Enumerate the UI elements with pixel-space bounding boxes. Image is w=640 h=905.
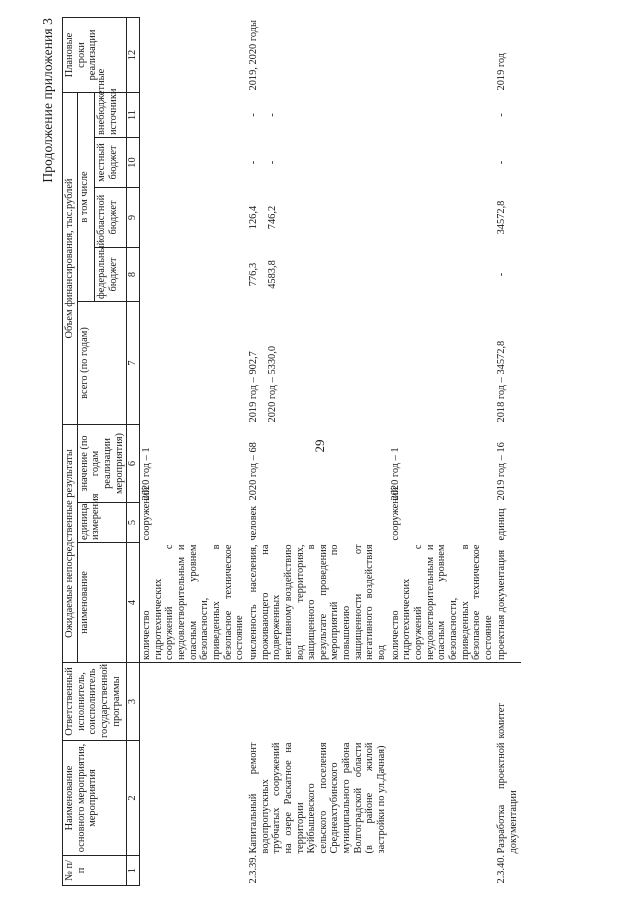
- funding-regional-year-1: 126,4: [247, 205, 259, 230]
- funding-total-year-2: 2020 год – 5330,0: [266, 345, 278, 423]
- result-value: 2019 год – 16: [496, 442, 508, 501]
- table-row: [140, 18, 247, 886]
- funding-local: [247, 138, 389, 188]
- result-name: численность населения, проживающего на подверженных негативному воздействию вод территориях, защищенного в результате проведения мероприятий по повышению защищенности от негативного воздействия вод: [247, 543, 389, 663]
- funding-federal: [389, 248, 496, 302]
- result-value: 2020 год – 68: [247, 442, 259, 501]
- header-local: местный бюджет: [95, 138, 127, 188]
- activity-name: [389, 741, 496, 856]
- responsible-executor: [389, 663, 496, 741]
- funding-federal-year-2: 4583,8: [266, 260, 278, 289]
- responsible-executor: комитет: [496, 703, 508, 739]
- funding-federal: [247, 248, 389, 302]
- column-number: 5: [127, 503, 140, 543]
- funding-federal: -: [496, 272, 508, 277]
- column-number: 6: [127, 425, 140, 503]
- column-number: 3: [127, 663, 140, 741]
- row-number: [140, 856, 247, 886]
- funding-regional: [247, 188, 389, 248]
- header-responsible: Ответственный исполнитель, соисполнитель государственной программы: [63, 663, 127, 741]
- column-number: 2: [127, 741, 140, 856]
- funding-total: [140, 302, 247, 425]
- funding-extra: [389, 93, 496, 138]
- planned-terms: [140, 18, 247, 93]
- result-unit: сооружений: [141, 487, 153, 541]
- funding-regional-year-2: 746,2: [266, 205, 278, 230]
- column-number: 12: [127, 18, 140, 93]
- table-row: [247, 18, 389, 886]
- activity-name: [140, 741, 247, 856]
- funding-extra: -: [496, 113, 508, 117]
- result-name: количество гидротехнических сооружений с неудовлетворительным и опасным уровнем безопасности, приведенных в безопасное техническое состояние: [389, 543, 496, 663]
- header-result-name: наименование: [77, 543, 127, 663]
- header-funding: Объем финансирования, тыс.рублей: [63, 93, 78, 425]
- column-number: 1: [127, 856, 140, 886]
- program-activities-table: [62, 17, 521, 886]
- funding-extra: [140, 93, 247, 138]
- responsible-executor: [140, 663, 247, 741]
- column-number: 7: [127, 302, 140, 425]
- page-number: 29: [312, 439, 327, 453]
- planned-terms: 2019 год: [496, 52, 508, 91]
- funding-total: [389, 302, 496, 425]
- responsible-executor: [247, 663, 389, 741]
- header-planned-terms: Плановые сроки реализации: [63, 18, 127, 93]
- funding-local-year-1: -: [247, 160, 259, 165]
- funding-local-year-2: -: [266, 160, 278, 165]
- row-number: 2.3.40.: [496, 854, 508, 884]
- table-row: [495, 18, 520, 886]
- funding-local: -: [496, 160, 508, 165]
- result-name: количество гидротехнических сооружений с неудовлетворительным и опасным уровнем безопасности, приведенных в безопасное техническое состояние: [140, 543, 247, 663]
- column-number: 11: [127, 93, 140, 138]
- funding-local: [389, 138, 496, 188]
- column-number: 10: [127, 138, 140, 188]
- header-no: № п/п: [63, 856, 127, 886]
- table-row: [389, 18, 496, 886]
- funding-total: 2018 год – 34572,8: [496, 340, 508, 423]
- funding-total: [247, 302, 389, 425]
- activity-name: Разработка проектной документации: [496, 742, 520, 854]
- result-value: 2020 год – 1: [141, 447, 153, 501]
- planned-terms: [389, 18, 496, 93]
- result-unit: сооружений: [389, 487, 401, 541]
- header-regional: областной бюджет: [95, 188, 127, 248]
- header-federal: федеральный бюджет: [95, 248, 127, 302]
- row-number: 2.3.39.: [247, 854, 259, 884]
- column-number: 4: [127, 543, 140, 663]
- column-number: 8: [127, 248, 140, 302]
- header-activity-name: Наименование основного мероприятия, мероприятия: [63, 741, 127, 856]
- funding-regional: [389, 188, 496, 248]
- funding-extra: [247, 93, 389, 138]
- funding-regional: 34572,8: [496, 200, 508, 235]
- result-unit: единиц: [496, 508, 508, 541]
- funding-extra-year-2: -: [266, 113, 278, 117]
- column-number: 9: [127, 188, 140, 248]
- column-number-row: [127, 18, 140, 886]
- funding-extra-year-1: -: [247, 113, 259, 117]
- header-total: всего (по годам): [77, 302, 127, 425]
- result-value: 2020 год – 1: [389, 447, 401, 501]
- header-including: в том числе: [77, 93, 95, 302]
- continuation-label: Продолжение приложения 3: [40, 18, 55, 183]
- planned-terms: 2019, 2020 годы: [247, 19, 259, 91]
- header-expected-results: Ожидаемые непосредственные результаты: [63, 425, 78, 663]
- header-result-value: значение (по годам реализации мероприятия): [77, 425, 127, 503]
- funding-federal: [140, 248, 247, 302]
- funding-total-year-1: 2019 год – 902,7: [247, 351, 259, 423]
- result-name: проектная документация: [495, 543, 520, 663]
- row-number: [389, 856, 496, 886]
- rotated-table-frame: [40, 18, 630, 886]
- activity-name: Капитальный ремонт водопропускных трубчатых сооружений на озере Раскатное на территории Куйбышевского сельского поселения Среднеахтубинского муниципального района Волгоградской области (в районе жилой застройки по ул.Дачная): [247, 742, 388, 854]
- funding-federal-year-1: 776,3: [247, 262, 259, 287]
- funding-local: [140, 138, 247, 188]
- funding-regional: [140, 188, 247, 248]
- header-extra: внебюджетные источники: [95, 93, 127, 138]
- header-result-unit: единица измерения: [77, 503, 127, 543]
- result-unit: человек: [247, 505, 259, 541]
